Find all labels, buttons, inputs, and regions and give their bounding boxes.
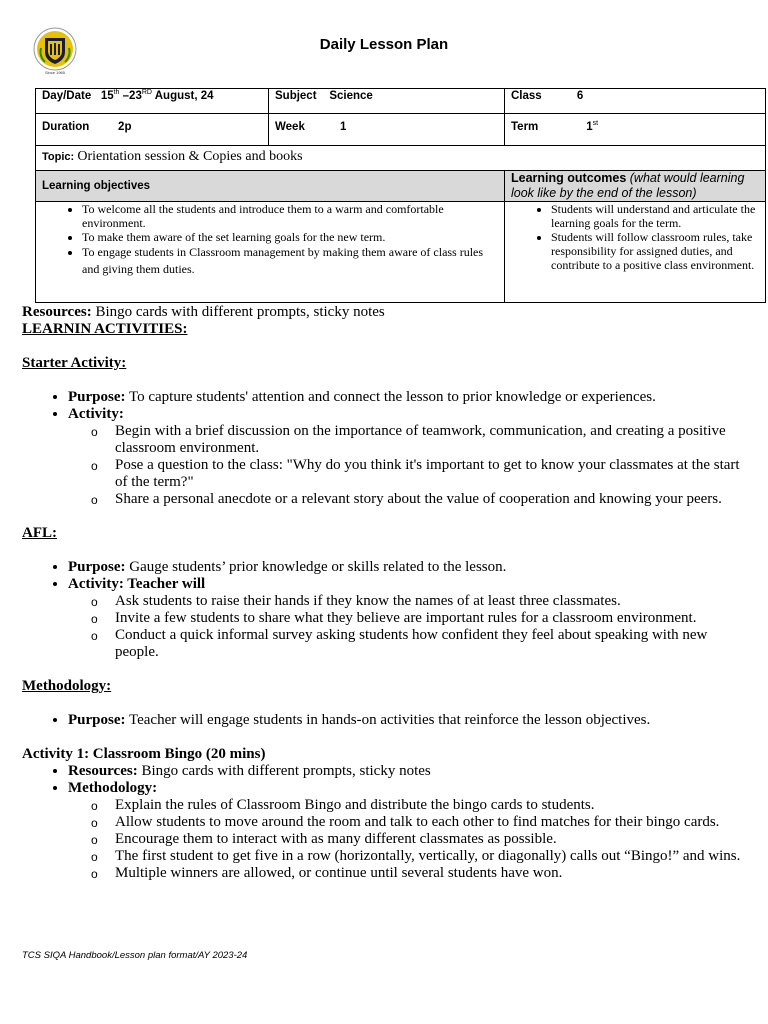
lesson-body	[22, 304, 752, 882]
outcome-item: • Students will follow classroom rules, take responsibility for assigned duties, and contribute to a positive class environment.	[551, 230, 759, 272]
lesson-info-table	[35, 88, 766, 303]
starter-purpose-label: Purpose:	[68, 389, 126, 405]
starter-heading	[22, 355, 752, 372]
list-item: o Ask students to raise their hands if they know the names of at least three classmates.	[115, 593, 752, 610]
list-item: o The first student to get five in a row (horizontally, vertically, or diagonally) calls out “Bingo!” and wins.	[115, 848, 752, 865]
objective-item: • To make them aware of the set learning goals for the new term.	[82, 230, 498, 244]
methodology-purpose-label: Purpose:	[68, 712, 126, 728]
starter-activity	[68, 406, 752, 508]
term-sup: st	[592, 120, 599, 128]
starter-activity-label: Activity:	[68, 406, 124, 422]
activity1-methodology	[68, 780, 752, 882]
starter-heading-text: Starter Activity:	[22, 355, 127, 371]
subject-label: Subject	[275, 90, 317, 102]
starter-activity-list	[68, 423, 752, 508]
activity1-heading-text: Activity 1: Classroom Bingo (20 mins)	[22, 746, 266, 762]
starter-purpose-text: To capture students' attention and connect the lesson to prior knowledge or experiences.	[125, 389, 656, 405]
subject-cell	[269, 89, 505, 114]
afl-activity-label: Activity: Teacher will	[68, 576, 206, 592]
starter-purpose	[68, 389, 752, 406]
outcomes-header	[505, 171, 766, 202]
list-item: o Allow students to move around the room and talk to each other to find matches for their bingo cards.	[115, 814, 752, 831]
outcomes-cell	[505, 202, 766, 303]
subject-value: Science	[329, 90, 373, 102]
methodology-heading-text: Methodology:	[22, 678, 112, 694]
activity1-methodology-label: Methodology:	[68, 780, 158, 796]
topic-label: Topic:	[42, 151, 75, 163]
afl-heading	[22, 525, 752, 542]
class-label: Class	[511, 90, 542, 102]
day-date-sup-b: RD	[141, 89, 152, 97]
day-date-value-c: August, 24	[151, 90, 214, 102]
list-item: o Pose a question to the class: "Why do you think it's important to get to know your classmates at the start of the term?"	[115, 457, 752, 491]
term-cell	[505, 114, 766, 146]
methodology-heading	[22, 678, 752, 695]
page-title: Daily Lesson Plan	[319, 36, 449, 53]
topic-cell	[36, 146, 766, 171]
class-cell	[505, 89, 766, 114]
outcome-item: • Students will understand and articulate the learning goals for the term.	[551, 202, 759, 230]
week-value: 1	[340, 121, 347, 133]
resources-label: Resources:	[22, 304, 92, 320]
afl-heading-text: AFL:	[22, 525, 57, 541]
activity1-resources-text: Bingo cards with different prompts, sticky notes	[137, 763, 431, 779]
week-cell	[269, 114, 505, 146]
activity1-resources-label: Resources:	[68, 763, 138, 779]
duration-value: 2p	[118, 121, 132, 133]
afl-activity-list	[68, 593, 752, 661]
outcomes-header-note: (what would learning look like by the end of the lesson)	[511, 171, 745, 200]
afl-purpose-label: Purpose:	[68, 559, 126, 575]
page-footer: TCS SIQA Handbook/Lesson plan format/AY 2023-24	[22, 950, 248, 961]
duration-cell	[36, 114, 269, 146]
activity1-list	[22, 763, 752, 882]
objectives-header-label: Learning objectives	[42, 180, 151, 192]
afl-purpose	[68, 559, 752, 576]
day-date-value-b: –23	[119, 90, 142, 102]
starter-list	[22, 389, 752, 508]
outcomes-header-label: Learning outcomes	[511, 171, 627, 185]
methodology-purpose-text: Teacher will engage students in hands-on activities that reinforce the lesson objectives.	[125, 712, 651, 728]
objectives-list	[42, 202, 498, 278]
day-date-cell	[36, 89, 269, 114]
duration-label: Duration	[42, 121, 90, 133]
objective-item: • To welcome all the students and introduce them to a warm and comfortable environment.	[82, 202, 498, 230]
activities-heading	[22, 321, 752, 338]
list-item: o Explain the rules of Classroom Bingo and distribute the bingo cards to students.	[115, 797, 752, 814]
resources-line	[22, 304, 752, 321]
list-item: o Begin with a brief discussion on the importance of teamwork, communication, and creating a positive classroom environment.	[115, 423, 752, 457]
outcomes-list	[511, 202, 759, 272]
list-item: o Multiple winners are allowed, or continue until several students have won.	[115, 865, 752, 882]
svg-text:Since 1965: Since 1965	[44, 70, 66, 75]
activity1-resources	[68, 763, 752, 780]
topic-value: Orientation session & Copies and books	[77, 149, 303, 164]
objective-item: • To engage students in Classroom management by making them aware of class rules and giving them duties.	[82, 244, 498, 278]
afl-list	[22, 559, 752, 661]
activities-heading-text: LEARNIN ACTIVITIES:	[22, 321, 188, 337]
list-item: o Share a personal anecdote or a relevant story about the value of cooperation and knowing your peers.	[115, 491, 752, 508]
class-value: 6	[576, 90, 584, 102]
day-date-value-a: 15	[100, 90, 114, 102]
list-item: o Conduct a quick informal survey asking students how confident they feel about speaking with new people.	[115, 627, 752, 661]
methodology-list	[22, 712, 752, 729]
objectives-cell	[36, 202, 505, 303]
week-label: Week	[275, 121, 305, 133]
activity1-heading	[22, 746, 752, 763]
list-item: o Encourage them to interact with as many different classmates as possible.	[115, 831, 752, 848]
afl-activity	[68, 576, 752, 661]
methodology-purpose	[68, 712, 752, 729]
objectives-header	[36, 171, 505, 202]
afl-purpose-text: Gauge students’ prior knowledge or skills related to the lesson.	[125, 559, 507, 575]
day-date-sup-a: th	[113, 89, 120, 97]
day-date-label: Day/Date	[42, 90, 92, 102]
activity1-methodology-list	[68, 797, 752, 882]
resources-text: Bingo cards with different prompts, sticky notes	[91, 304, 385, 320]
term-value: 1	[586, 121, 593, 133]
list-item: o Invite a few students to share what they believe are important rules for a classroom environment.	[115, 610, 752, 627]
term-label: Term	[511, 121, 539, 133]
